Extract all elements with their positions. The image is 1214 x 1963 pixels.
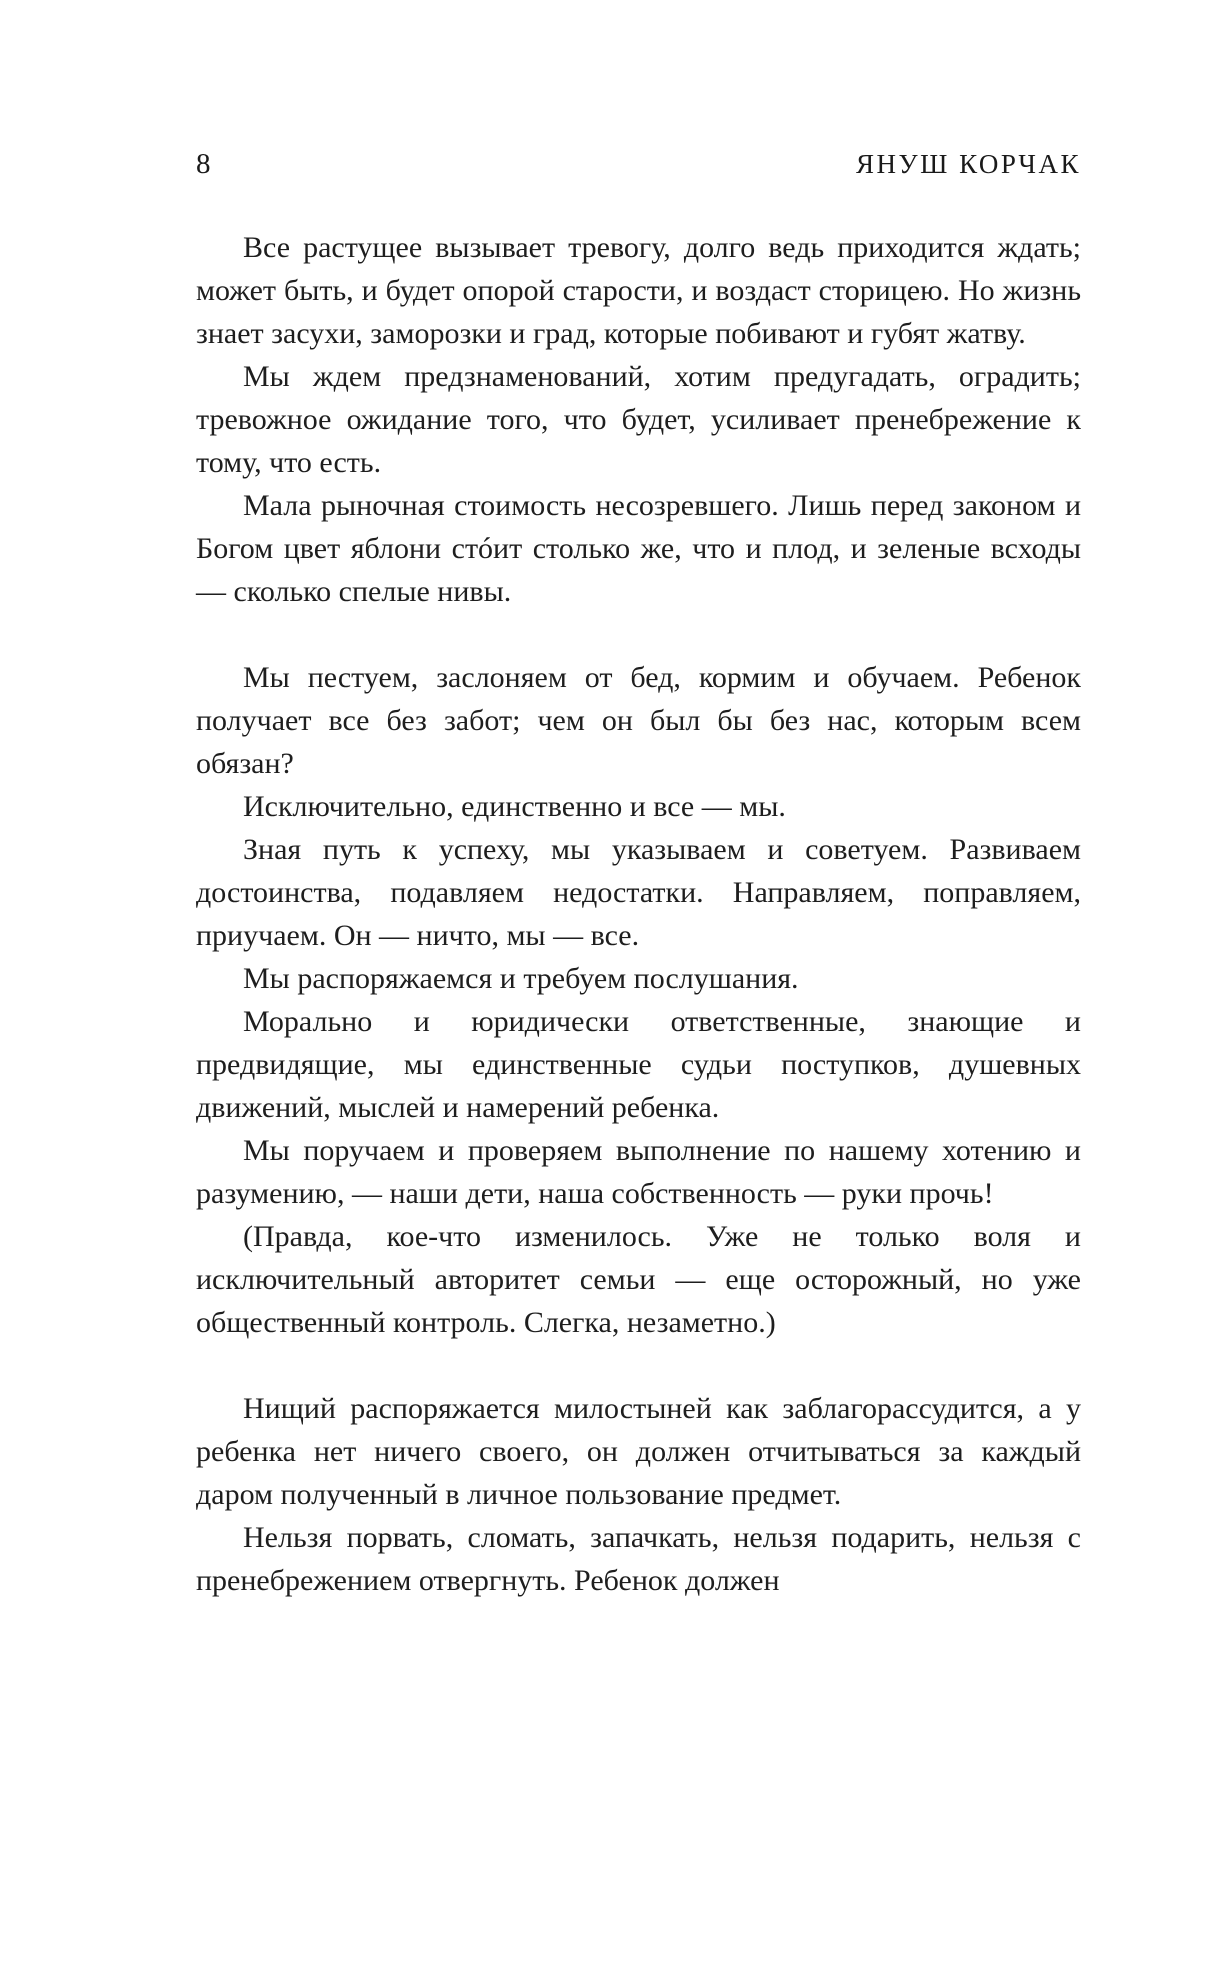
section-break [196, 1344, 1081, 1387]
paragraph: Мала рыночная стоимость несозревшего. Лишь перед законом и Богом цвет яблони стóит столько же, что и плод, и зеленые всходы — сколько спелые нивы. [196, 489, 1081, 608]
paragraph: Нельзя порвать, сломать, запачкать, нельзя подарить, нельзя с пренебрежением отвергнуть. Ребенок должен [196, 1521, 1081, 1597]
page-header [196, 144, 1081, 184]
paragraph: Морально и юридически ответственные, знающие и предвидящие, мы единственные судьи поступков, душевных движений, мыслей и намерений ребенка. [196, 1005, 1081, 1124]
paragraph: Мы ждем предзнаменований, хотим предугадать, оградить; тревожное ожидание того, что будет, усиливает пренебрежение к тому, что есть. [196, 360, 1081, 479]
paragraph: Мы поручаем и проверяем выполнение по нашему хотению и разумению, — наши дети, наша собственность — руки прочь! [196, 1134, 1081, 1210]
running-head: ЯНУШ КОРЧАК [855, 149, 1081, 179]
paragraph: Нищий распоряжается милостыней как заблагорассудится, а у ребенка нет ничего своего, он должен отчитываться за каждый даром полученный в личное пользование предмет. [196, 1392, 1081, 1511]
paragraph: (Правда, кое-что изменилось. Уже не только воля и исключительный авторитет семьи — еще осторожный, но уже общественный контроль. Слегка, незаметно.) [196, 1220, 1081, 1339]
paragraph: Исключительно, единственно и все — мы. [243, 790, 786, 823]
page-number: 8 [196, 148, 211, 180]
paragraph: Зная путь к успеху, мы указываем и советуем. Развиваем достоинства, подавляем недостатки. Направляем, поправляем, приучаем. Он — ничто, мы — все. [196, 833, 1081, 952]
section-break [196, 613, 1081, 656]
paragraph: Мы пестуем, заслоняем от бед, кормим и обучаем. Ребенок получает все без забот; чем он был бы без нас, которым всем обязан? [196, 661, 1081, 780]
paragraph: Все растущее вызывает тревогу, долго ведь приходится ждать; может быть, и будет опорой старости, и воздаст сторицею. Но жизнь знает засухи, заморозки и град, которые побивают и губят жатву. [196, 231, 1081, 350]
body-text [196, 226, 1081, 1602]
paragraph: Мы распоряжаемся и требуем послушания. [243, 962, 799, 995]
